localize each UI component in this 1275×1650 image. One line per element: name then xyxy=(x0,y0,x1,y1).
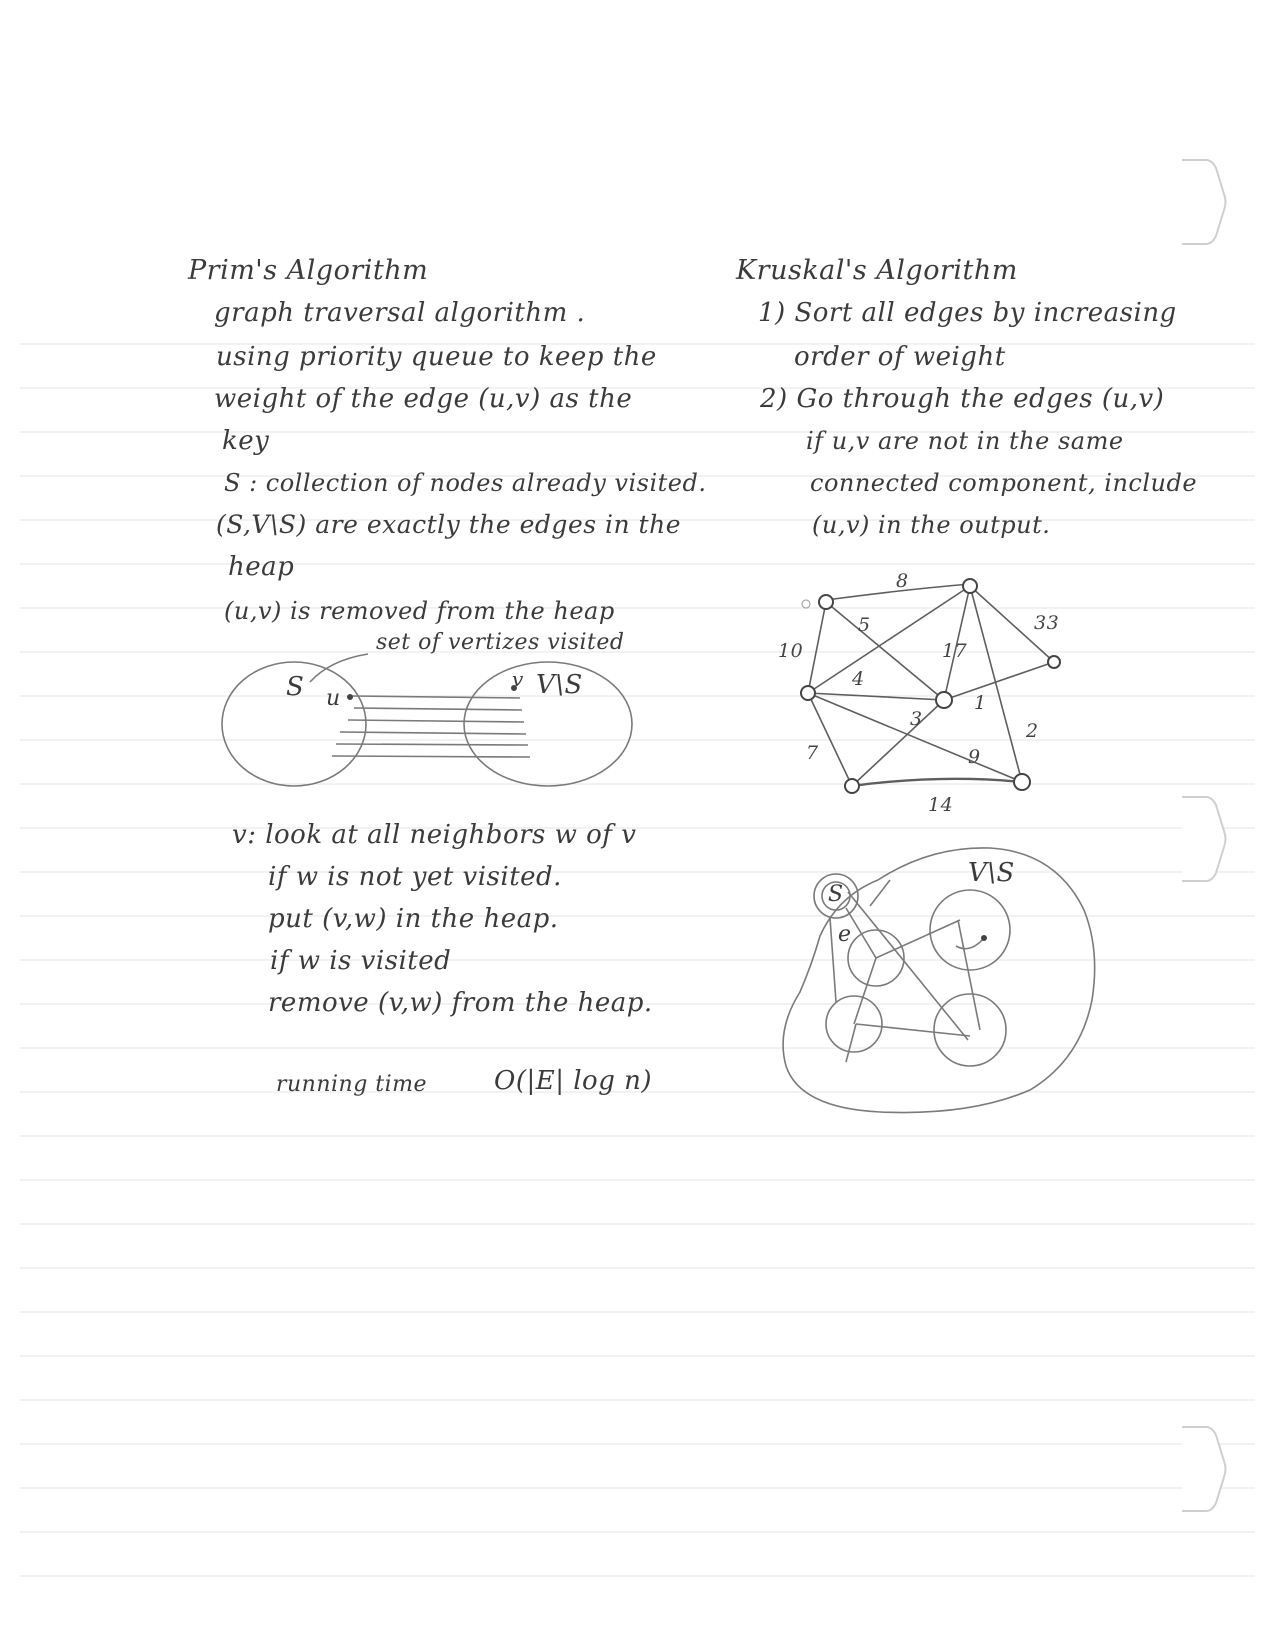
prim-step: if w is not yet visited. xyxy=(268,862,562,892)
prim-step: put (v,w) in the heap. xyxy=(268,904,559,934)
prim-title: Prim's Algorithm xyxy=(188,255,429,286)
prim-line: weight of the edge (u,v) as the xyxy=(214,384,633,414)
kruskal-line: if u,v are not in the same xyxy=(806,427,1124,455)
kruskal-title: Kruskal's Algorithm xyxy=(736,255,1018,286)
prim-line: graph traversal algorithm . xyxy=(214,298,586,328)
prim-label-s: S xyxy=(286,672,305,702)
edge-weight-label: 1 xyxy=(974,692,987,714)
kruskal-line: (u,v) in the output. xyxy=(812,511,1051,539)
edge-weight-label: 8 xyxy=(896,570,909,592)
edge-weight-label: 33 xyxy=(1034,612,1060,634)
kruskal-line: 2) Go through the edges (u,v) xyxy=(760,384,1165,414)
prim-line: S : collection of nodes already visited. xyxy=(224,469,707,497)
prim-diagram-annotation: set of vertizes visited xyxy=(376,630,625,655)
prim-step: if w is visited xyxy=(270,946,452,976)
prim-label-u: u xyxy=(326,686,341,711)
edge-weight-label: 9 xyxy=(968,746,981,768)
kruskal-line: 1) Sort all edges by increasing xyxy=(758,298,1177,328)
prim-running-time-label: running time xyxy=(276,1072,428,1097)
prim-line: heap xyxy=(228,552,295,582)
edge-weight-label: 4 xyxy=(852,668,865,690)
component-label-e: e xyxy=(838,922,852,947)
prim-line: using priority queue to keep the xyxy=(216,342,657,372)
prim-label-v: v xyxy=(512,667,524,691)
prim-line: (S,V\S) are exactly the edges in the xyxy=(216,510,681,539)
prim-step: v: look at all neighbors w of v xyxy=(232,820,637,850)
prim-label-vs: V\S xyxy=(536,670,583,700)
edge-weight-label: 3 xyxy=(910,708,923,730)
edge-weight-label: 7 xyxy=(806,742,819,764)
prim-running-time-value: O(|E| log n) xyxy=(494,1066,652,1096)
component-label-vs: V\S xyxy=(968,858,1015,888)
kruskal-line: order of weight xyxy=(794,342,1006,372)
edge-weight-label: 2 xyxy=(1026,720,1039,742)
edge-weight-label: 10 xyxy=(778,640,804,662)
edge-weight-label: 17 xyxy=(942,640,968,662)
prim-step: remove (v,w) from the heap. xyxy=(268,988,653,1018)
edge-weight-label: 5 xyxy=(858,614,871,636)
component-label-s: S xyxy=(828,882,844,907)
prim-line: key xyxy=(222,426,270,456)
kruskal-line: connected component, include xyxy=(810,469,1198,497)
prim-line: (u,v) is removed from the heap xyxy=(224,597,615,625)
edge-weight-label: 14 xyxy=(928,794,954,816)
